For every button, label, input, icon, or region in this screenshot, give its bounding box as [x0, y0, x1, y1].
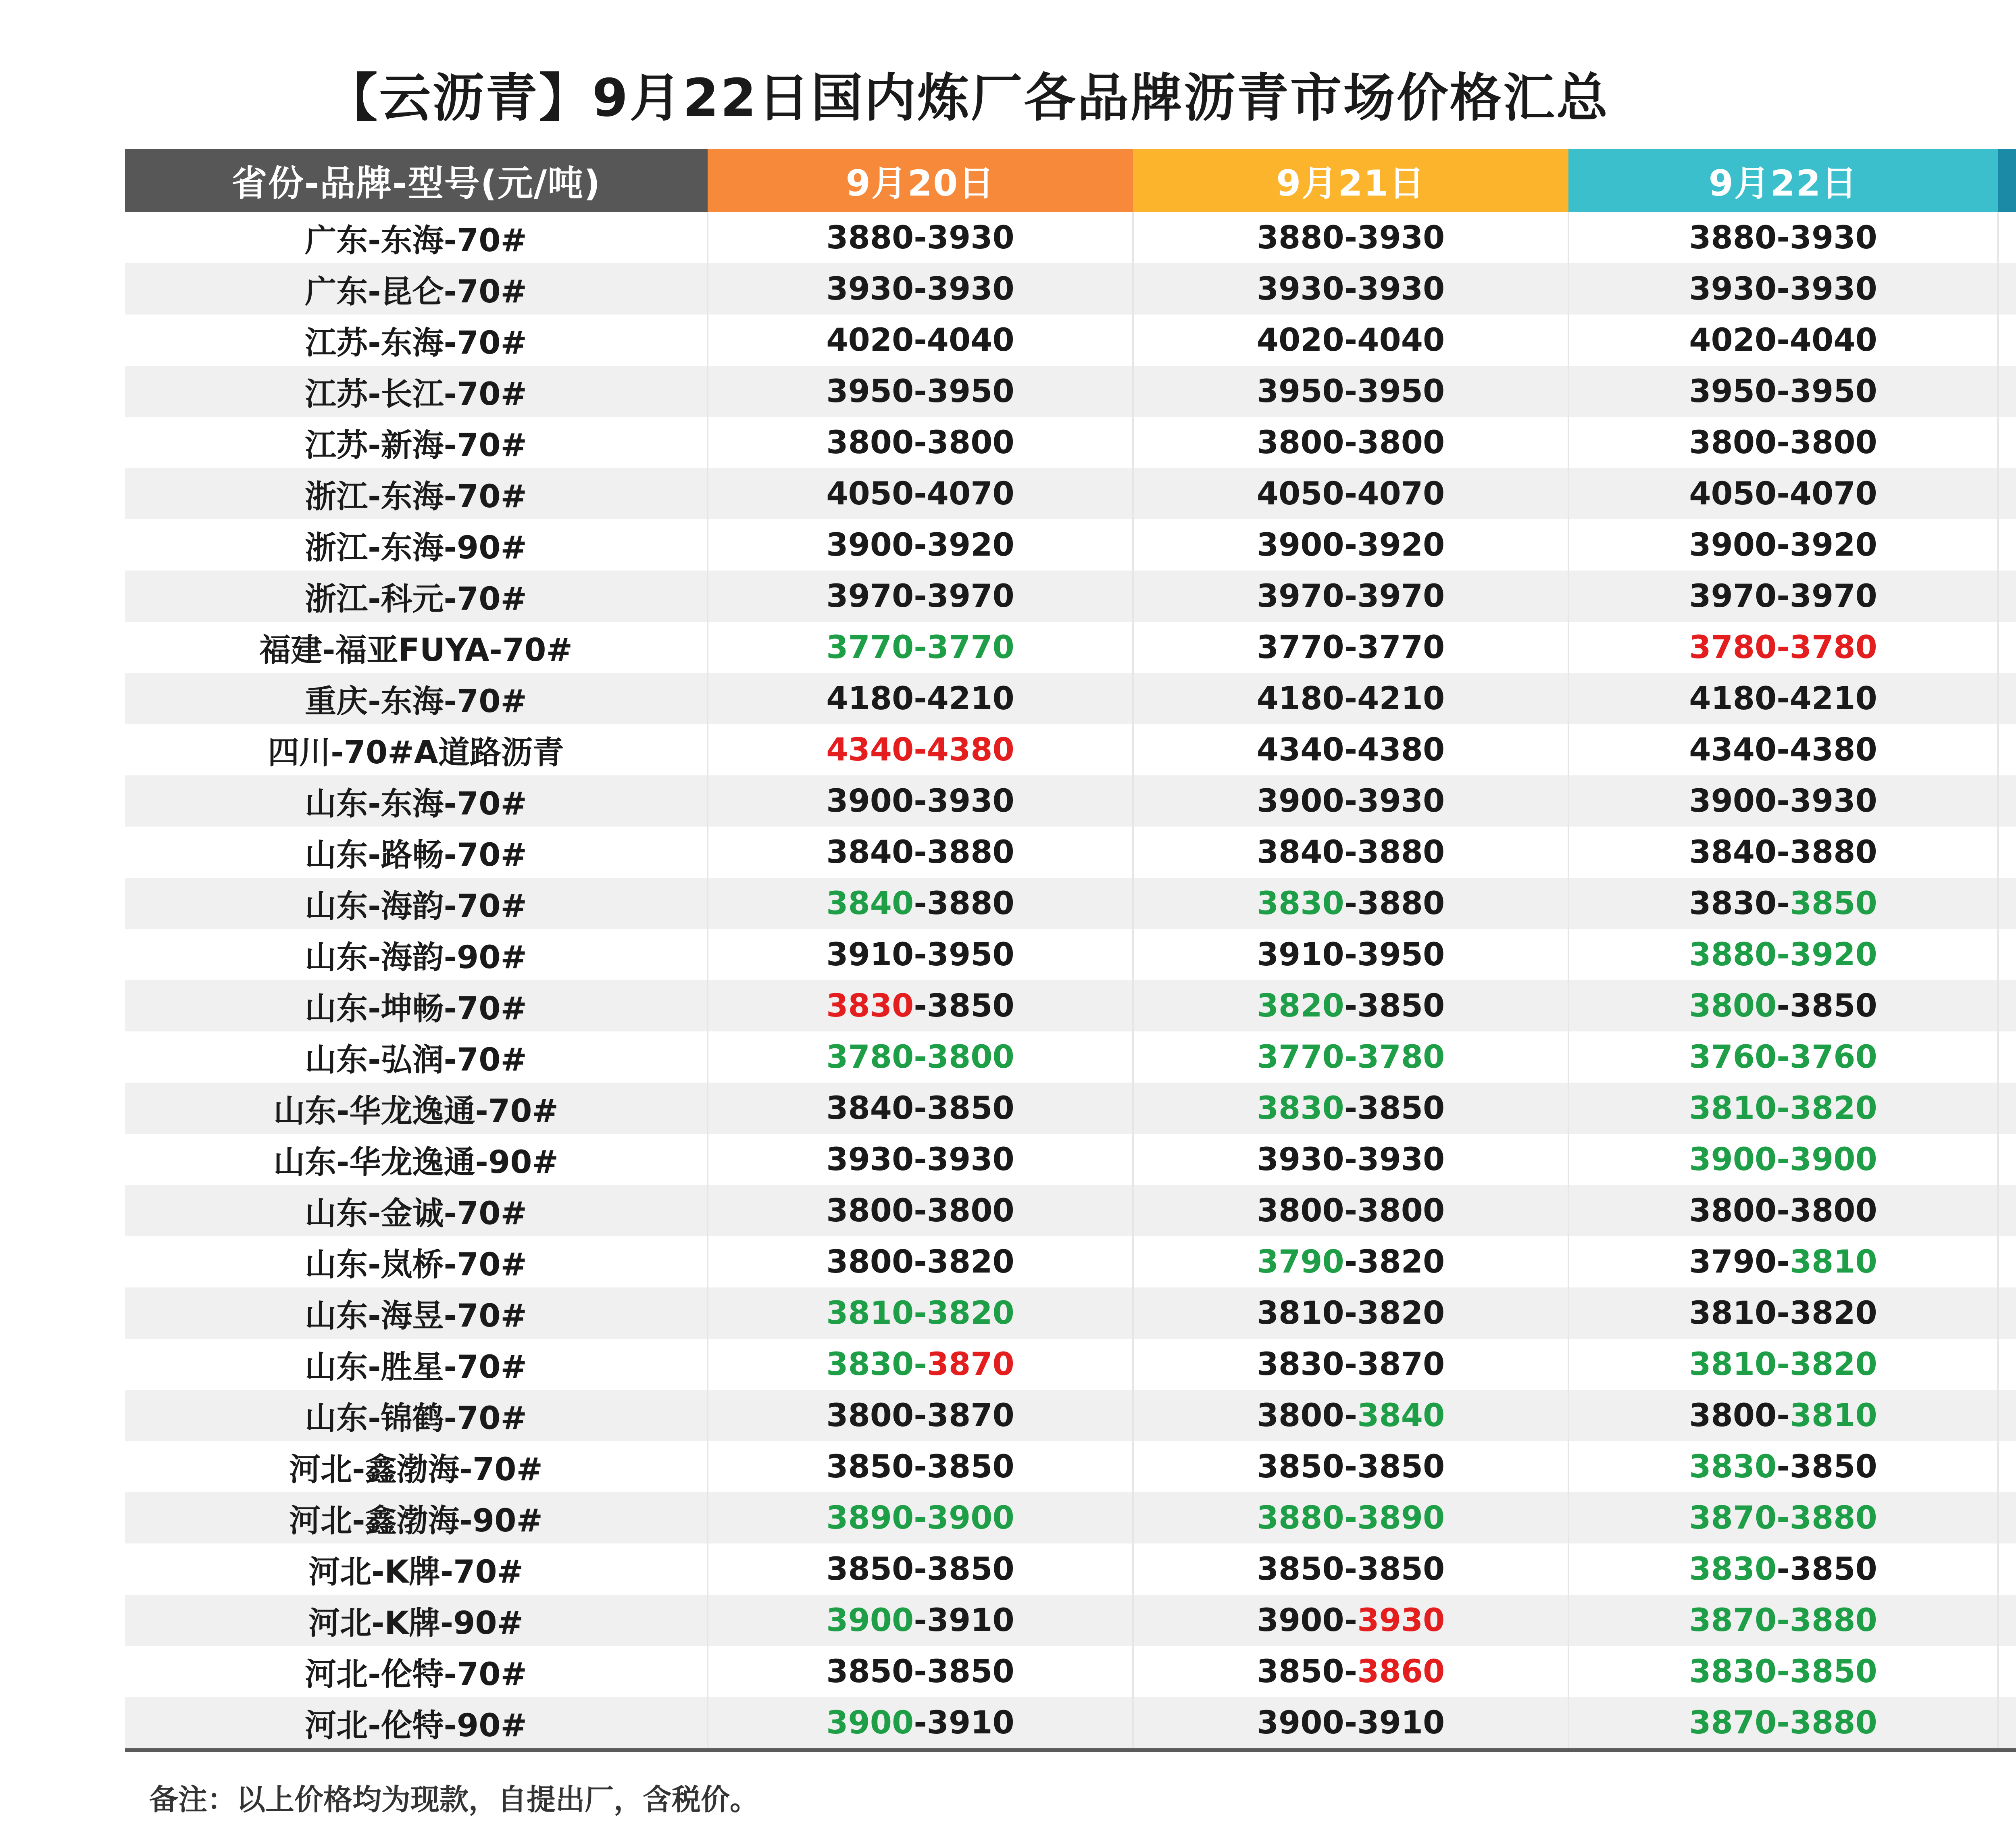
price-sep21-cell [1133, 1441, 1568, 1492]
price-sep20-segment: 3930-3930 [826, 1141, 1014, 1178]
price-change-cell [1998, 417, 2016, 468]
table-row [125, 315, 2016, 366]
price-sep22-segment: 3950-3950 [1689, 373, 1877, 410]
price-sep22-segment: -3850 [1776, 1448, 1877, 1485]
price-sep21-cell [1133, 775, 1568, 827]
price-table [125, 149, 2016, 1752]
price-sep22-cell [1568, 1646, 1998, 1697]
price-sep20-cell [708, 1595, 1133, 1646]
price-change-cell [1998, 827, 2016, 878]
price-change-cell [1998, 622, 2016, 673]
price-sep20-cell [708, 1441, 1133, 1492]
price-sep21-segment: 3800- [1256, 1397, 1358, 1434]
price-sep22-segment: 4020-4040 [1689, 322, 1877, 358]
row-label: 山东-锦鹤-70# [125, 1390, 708, 1441]
row-label: 山东-坤畅-70# [125, 980, 708, 1031]
price-change-cell [1998, 1492, 2016, 1543]
price-sep22-cell [1568, 468, 1998, 519]
price-sep22-cell [1568, 1236, 1998, 1287]
price-sep21-segment: 3850-3850 [1256, 1448, 1445, 1485]
price-sep20-segment: 3800-3800 [826, 424, 1014, 461]
price-sep20-cell [708, 980, 1133, 1031]
table-row [125, 724, 2016, 775]
price-sep20-cell [708, 929, 1133, 980]
price-sep21-segment: 3830 [1256, 885, 1344, 922]
price-sep21-cell [1133, 1595, 1568, 1646]
price-sep22-cell [1568, 1595, 1998, 1646]
row-label: 四川-70#A道路沥青 [268, 734, 564, 771]
price-sep22-cell [1568, 878, 1998, 929]
price-sep21-cell [1133, 366, 1568, 417]
price-sep22-segment: 3830-3850 [1689, 1653, 1877, 1690]
price-sep20-cell [708, 1492, 1133, 1543]
price-sep20-cell [708, 417, 1133, 468]
price-sep21-cell [1133, 980, 1568, 1031]
price-change-cell [1998, 775, 2016, 827]
price-sep20-cell [708, 1236, 1133, 1287]
price-sep20-segment: -3880 [914, 885, 1014, 922]
price-sep21-segment: 3900-3910 [1256, 1704, 1445, 1741]
price-sep22-cell [1568, 212, 1998, 263]
table-row [125, 1083, 2016, 1134]
price-sep21-cell [1133, 1287, 1568, 1339]
price-sep21-segment: 3850- [1256, 1653, 1358, 1690]
price-sep21-segment: 3850-3850 [1256, 1551, 1445, 1587]
price-sep20-cell [708, 1083, 1133, 1134]
price-sep20-segment: 3770-3770 [826, 629, 1014, 666]
price-change-cell [1998, 315, 2016, 366]
price-sep21-cell [1133, 519, 1568, 571]
price-sep20-segment: 3970-3970 [826, 578, 1014, 614]
price-sep21-cell [1133, 1339, 1568, 1390]
price-sep21-segment: 4180-4210 [1256, 680, 1445, 717]
price-sep22-cell [1568, 263, 1998, 315]
row-label: 河北-K牌-70# [308, 1554, 524, 1590]
price-sep21-segment: 3800-3800 [1256, 424, 1445, 461]
table-row [125, 1595, 2016, 1646]
table-row [125, 1697, 2016, 1750]
price-sep22-segment: 3800- [1689, 1397, 1790, 1434]
price-sep20-cell [708, 622, 1133, 673]
price-sep20-cell [708, 878, 1133, 929]
price-sep20-segment: 3830- [826, 1346, 927, 1383]
price-sep21-cell [1133, 1236, 1568, 1287]
price-sep22-segment: 3830- [1689, 885, 1790, 922]
price-sep20-cell [708, 519, 1133, 571]
price-sep22-segment: 3900-3900 [1689, 1141, 1877, 1178]
price-sep21-cell [1133, 1646, 1568, 1697]
price-sep21-segment: 3820 [1256, 987, 1344, 1024]
price-sep21-segment: 3840 [1357, 1397, 1445, 1434]
table-row [125, 827, 2016, 878]
price-sep22-segment: 3800 [1689, 987, 1777, 1024]
row-label: 浙江-东海-90# [305, 529, 527, 566]
price-change-cell [1998, 1185, 2016, 1236]
price-sep22-segment: 3810-3820 [1689, 1346, 1877, 1383]
table-row [125, 1236, 2016, 1287]
price-sep21-cell [1133, 622, 1568, 673]
price-sep20-cell [708, 827, 1133, 878]
price-sep22-cell [1568, 366, 1998, 417]
price-sep20-cell [708, 366, 1133, 417]
price-sep20-segment: 3840-3850 [826, 1090, 1014, 1127]
price-sep22-cell [1568, 673, 1998, 724]
price-change-cell [1998, 1031, 2016, 1083]
price-sep20-segment: 4180-4210 [826, 680, 1014, 717]
price-sep20-segment: 3910-3950 [826, 936, 1014, 973]
price-sep20-segment: 4020-4040 [826, 322, 1014, 358]
price-sep22-segment: 4050-4070 [1689, 475, 1877, 512]
row-label: 江苏-东海-70# [305, 325, 527, 361]
price-sep20-segment: 3810-3820 [826, 1295, 1014, 1331]
row-label: 福建-福亚FUYA-70# [259, 632, 573, 669]
price-sep22-cell [1568, 1390, 1998, 1441]
header-sep22: 9月22日 [1568, 149, 1998, 212]
price-sep22-cell [1568, 1492, 1998, 1543]
price-sep21-segment: -3880 [1344, 885, 1445, 922]
price-sep22-segment: -3850 [1776, 1551, 1877, 1587]
table-row [125, 1492, 2016, 1543]
price-sep20-cell [708, 1543, 1133, 1595]
price-sep22-cell [1568, 1441, 1998, 1492]
price-sep22-cell [1568, 622, 1998, 673]
price-change-cell [1998, 1441, 2016, 1492]
price-sep20-cell [708, 724, 1133, 775]
table-row [125, 519, 2016, 571]
price-sep20-cell [708, 1646, 1133, 1697]
price-change-cell [1998, 1646, 2016, 1697]
price-sep20-segment: 3850-3850 [826, 1448, 1014, 1485]
price-sep22-segment: 3880-3920 [1689, 936, 1877, 973]
price-sep22-segment: 3810 [1789, 1397, 1877, 1434]
price-sep22-segment: 3870-3880 [1689, 1602, 1877, 1639]
row-label: 山东-华龙逸通-90# [273, 1144, 558, 1181]
table-row [125, 571, 2016, 622]
price-sep21-segment: 3970-3970 [1256, 578, 1445, 614]
price-sep21-cell [1133, 673, 1568, 724]
price-sep21-cell [1133, 263, 1568, 315]
table-row [125, 1441, 2016, 1492]
price-sep22-segment: 3790- [1689, 1244, 1790, 1280]
price-sep22-cell [1568, 775, 1998, 827]
price-sep21-cell [1133, 212, 1568, 263]
price-sep22-cell [1568, 1339, 1998, 1390]
price-sep22-segment: 3830 [1689, 1551, 1777, 1587]
price-sep21-segment: 4020-4040 [1256, 322, 1445, 358]
price-change-cell [1998, 1134, 2016, 1185]
price-sep20-cell [708, 212, 1133, 263]
price-sep20-segment: 3830 [826, 987, 914, 1024]
price-sep20-cell [708, 263, 1133, 315]
price-sep21-segment: 3950-3950 [1256, 373, 1445, 410]
price-sep21-segment: 3880-3930 [1256, 219, 1445, 256]
row-label: 浙江-东海-70# [125, 468, 708, 519]
price-sep21-cell [1133, 1697, 1568, 1750]
price-change-cell [1998, 1083, 2016, 1134]
row-label: 广东-东海-70# [305, 222, 527, 259]
price-sep20-segment: 3800-3820 [826, 1244, 1014, 1280]
price-sep22-segment: 4180-4210 [1689, 680, 1877, 717]
price-sep20-cell [708, 468, 1133, 519]
row-label: 山东-东海-70# [125, 775, 708, 827]
price-sep22-cell [1568, 929, 1998, 980]
price-change-cell [1998, 212, 2016, 263]
table-row [125, 622, 2016, 673]
row-label: 河北-鑫渤海-70# [289, 1451, 543, 1488]
price-change-cell [1998, 1236, 2016, 1287]
table-row [125, 1390, 2016, 1441]
row-label: 江苏-新海-70# [305, 427, 527, 464]
row-label: 河北-鑫渤海-90# [125, 1492, 708, 1543]
price-sep22-segment: 3800-3800 [1689, 1192, 1877, 1229]
price-sep20-segment: 3800-3800 [826, 1192, 1014, 1229]
price-sep21-cell [1133, 878, 1568, 929]
table-row [125, 366, 2016, 417]
price-sep20-segment: 3880-3930 [826, 219, 1014, 256]
price-change-cell [1998, 1543, 2016, 1595]
header-sep21: 9月21日 [1133, 149, 1568, 212]
price-sep21-segment: 4050-4070 [1256, 475, 1445, 512]
row-label: 山东-海韵-90# [305, 939, 527, 976]
price-sep22-segment: 3870-3880 [1689, 1500, 1877, 1536]
price-change-cell [1998, 1595, 2016, 1646]
price-sep22-cell [1568, 1134, 1998, 1185]
price-sep22-cell [1568, 417, 1998, 468]
row-label: 江苏-长江-70# [125, 366, 708, 417]
price-sep22-cell [1568, 519, 1998, 571]
price-sep22-segment: 3880-3930 [1689, 219, 1877, 256]
price-sep22-cell [1568, 315, 1998, 366]
price-sep21-cell [1133, 1390, 1568, 1441]
table-row [125, 468, 2016, 519]
price-sep22-cell [1568, 1543, 1998, 1595]
price-sep21-segment: 3880-3890 [1256, 1500, 1445, 1536]
price-sep21-cell [1133, 571, 1568, 622]
price-sep21-segment: -3820 [1344, 1244, 1445, 1280]
price-sep20-cell [708, 673, 1133, 724]
row-label: 河北-伦特-70# [305, 1656, 527, 1693]
price-sep20-cell [708, 1697, 1133, 1750]
price-change-cell [1998, 980, 2016, 1031]
price-change-cell [1998, 1339, 2016, 1390]
price-sep22-segment: 3830 [1689, 1448, 1777, 1485]
row-label: 山东-海韵-70# [125, 878, 708, 929]
price-sep20-cell [708, 315, 1133, 366]
price-sep20-segment: 3870 [927, 1346, 1014, 1383]
price-sep20-segment: 3850-3850 [826, 1551, 1014, 1587]
price-sep22-cell [1568, 827, 1998, 878]
table-row [125, 980, 2016, 1031]
row-label: 重庆-东海-70# [125, 673, 708, 724]
price-sep20-cell [708, 1134, 1133, 1185]
price-sep20-segment: 3840-3880 [826, 834, 1014, 871]
price-sep21-segment: 3830-3870 [1256, 1346, 1445, 1383]
price-sep22-cell [1568, 1185, 1998, 1236]
price-sep21-cell [1133, 1492, 1568, 1543]
price-sep21-segment: 3910-3950 [1256, 936, 1445, 973]
price-sep22-cell [1568, 724, 1998, 775]
price-sep20-cell [708, 1339, 1133, 1390]
price-sep20-segment: 4340-4380 [826, 731, 1014, 768]
price-sep22-segment: 3970-3970 [1689, 578, 1877, 614]
price-sep21-segment: 3900-3920 [1256, 527, 1445, 563]
price-sep20-segment: 3930-3930 [826, 271, 1014, 307]
price-sep21-cell [1133, 929, 1568, 980]
price-change-cell [1998, 724, 2016, 775]
table-row [125, 1339, 2016, 1390]
table-row [125, 775, 2016, 827]
row-label: 山东-弘润-70# [305, 1041, 527, 1078]
row-label: 河北-伦特-90# [125, 1697, 708, 1750]
price-sep21-segment: 3770-3770 [1256, 629, 1445, 666]
table-row [125, 1646, 2016, 1697]
row-label: 山东-岚桥-70# [305, 1246, 527, 1283]
price-sep20-cell [708, 571, 1133, 622]
row-label: 山东-华龙逸通-70# [125, 1083, 708, 1134]
price-sep20-segment: -3910 [914, 1704, 1014, 1741]
price-sep22-segment: 3930-3930 [1689, 271, 1877, 307]
price-change-cell [1998, 878, 2016, 929]
header-region: 省份-品牌-型号(元/吨) [125, 149, 708, 212]
price-sep21-cell [1133, 724, 1568, 775]
table-row [125, 212, 2016, 263]
price-sep20-cell [708, 1390, 1133, 1441]
table-row [125, 1543, 2016, 1595]
price-sep22-cell [1568, 1287, 1998, 1339]
row-label: 山东-金诚-70# [125, 1185, 708, 1236]
price-sep21-cell [1133, 417, 1568, 468]
table-row [125, 878, 2016, 929]
price-sep21-segment: 3900- [1256, 1602, 1358, 1639]
table-row [125, 1185, 2016, 1236]
price-sep21-segment: 3840-3880 [1256, 834, 1445, 871]
price-sep21-segment: 3930 [1357, 1602, 1445, 1639]
price-sep22-cell [1568, 1031, 1998, 1083]
price-sep22-cell [1568, 571, 1998, 622]
price-sep21-segment: 3930-3930 [1256, 1141, 1445, 1178]
price-sep21-segment: 3900-3930 [1256, 783, 1445, 819]
price-sep21-segment: 3790 [1256, 1244, 1344, 1280]
price-sep22-segment: 3840-3880 [1689, 834, 1877, 871]
price-sep21-segment: 3770-3780 [1256, 1039, 1445, 1075]
price-sep20-segment: 3900-3920 [826, 527, 1014, 563]
price-sep20-segment: -3850 [914, 987, 1014, 1024]
price-sep21-cell [1133, 1185, 1568, 1236]
price-sep21-cell [1133, 1543, 1568, 1595]
price-sep20-cell [708, 1031, 1133, 1083]
table-header-row [125, 149, 2016, 212]
price-sep21-cell [1133, 315, 1568, 366]
header-sep20: 9月20日 [708, 149, 1133, 212]
price-sep20-cell [708, 1287, 1133, 1339]
price-sep20-cell [708, 775, 1133, 827]
price-sep22-segment: 3870-3880 [1689, 1704, 1877, 1741]
price-sep22-cell [1568, 1083, 1998, 1134]
price-sep20-segment: 3900 [826, 1704, 914, 1741]
row-label: 山东-路畅-70# [305, 837, 527, 873]
row-label: 河北-K牌-90# [125, 1595, 708, 1646]
table-row [125, 1134, 2016, 1185]
price-sep22-segment: 3780-3780 [1689, 629, 1877, 666]
price-sep21-cell [1133, 1031, 1568, 1083]
price-change-cell [1998, 1697, 2016, 1750]
price-sep21-cell [1133, 468, 1568, 519]
price-change-cell [1998, 263, 2016, 315]
price-sep21-segment: 3800-3800 [1256, 1192, 1445, 1229]
row-label: 山东-海昱-70# [125, 1287, 708, 1339]
price-sep22-cell [1568, 1697, 1998, 1750]
price-change-cell [1998, 929, 2016, 980]
price-sep20-segment: 3900 [826, 1602, 914, 1639]
page-title: 【云沥青】9月22日国内炼厂各品牌沥青市场价格汇总 [326, 68, 1610, 128]
price-sep22-segment: 3850 [1789, 885, 1877, 922]
price-sep22-cell [1568, 980, 1998, 1031]
price-sep21-cell [1133, 1083, 1568, 1134]
table-row [125, 263, 2016, 315]
price-sep21-segment: 3830 [1256, 1090, 1344, 1127]
price-sep20-segment: 3800-3870 [826, 1397, 1014, 1434]
row-label: 广东-昆仑-70# [125, 263, 708, 315]
price-sep20-cell [708, 1185, 1133, 1236]
table-row [125, 417, 2016, 468]
price-sep20-segment: 3950-3950 [826, 373, 1014, 410]
price-change-cell [1998, 366, 2016, 417]
price-sep22-segment: 3900-3930 [1689, 783, 1877, 819]
price-sep21-segment: 4340-4380 [1256, 731, 1445, 768]
price-sep20-segment: 4050-4070 [826, 475, 1014, 512]
price-sep21-segment: 3860 [1357, 1653, 1445, 1690]
price-sep20-segment: 3840 [826, 885, 914, 922]
price-sep20-segment: 3780-3800 [826, 1039, 1014, 1075]
price-sep20-segment: -3910 [914, 1602, 1014, 1639]
price-change-cell [1998, 1287, 2016, 1339]
price-sep22-segment: 3810-3820 [1689, 1090, 1877, 1127]
price-sep22-segment: 3900-3920 [1689, 527, 1877, 563]
price-sep21-segment: -3850 [1344, 987, 1445, 1024]
price-change-cell [1998, 519, 2016, 571]
row-label: 山东-胜星-70# [305, 1349, 527, 1385]
price-sep21-cell [1133, 1134, 1568, 1185]
price-sep21-cell [1133, 827, 1568, 878]
price-sep21-segment: -3850 [1344, 1090, 1445, 1127]
table-row [125, 1287, 2016, 1339]
price-sep22-segment: 3810-3820 [1689, 1295, 1877, 1331]
header-change [1998, 149, 2016, 212]
price-sep22-segment: -3850 [1776, 987, 1877, 1024]
price-sep22-segment: 3760-3760 [1689, 1039, 1877, 1075]
table-row [125, 673, 2016, 724]
price-sep22-segment: 3810 [1789, 1244, 1877, 1280]
price-change-cell [1998, 571, 2016, 622]
price-sep22-segment: 4340-4380 [1689, 731, 1877, 768]
footnote: 备注：以上价格均为现款，自提出厂，含税价。 [149, 1783, 759, 1816]
price-sep21-segment: 3810-3820 [1256, 1295, 1445, 1331]
price-change-cell [1998, 673, 2016, 724]
row-label: 浙江-科元-70# [125, 571, 708, 622]
price-change-cell [1998, 468, 2016, 519]
price-sep20-segment: 3850-3850 [826, 1653, 1014, 1690]
price-sep22-segment: 3800-3800 [1689, 424, 1877, 461]
price-sep20-segment: 3900-3930 [826, 783, 1014, 819]
price-sep21-segment: 3930-3930 [1256, 271, 1445, 307]
price-change-cell [1998, 1390, 2016, 1441]
table-row [125, 929, 2016, 980]
table-row [125, 1031, 2016, 1083]
price-sep20-segment: 3890-3900 [826, 1500, 1014, 1536]
